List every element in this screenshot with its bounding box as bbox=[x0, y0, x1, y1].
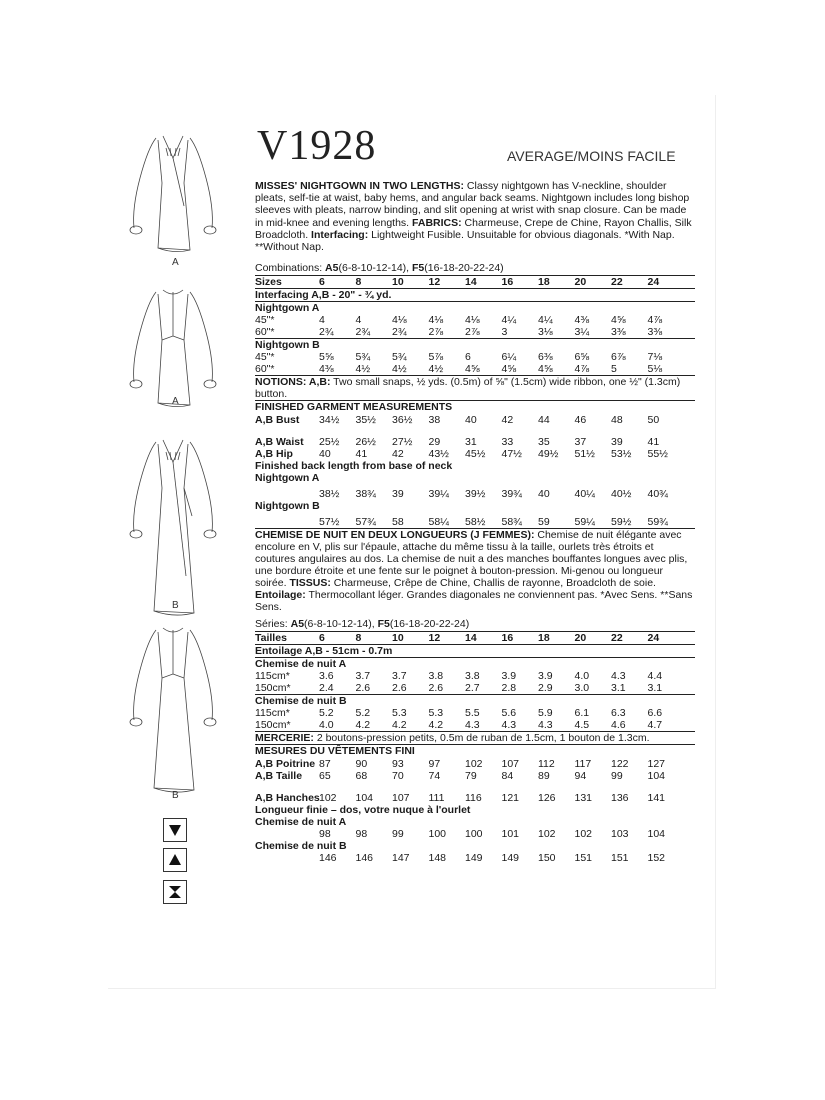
interfacing-row: Interfacing A,B - 20" - ¾ yd. bbox=[255, 289, 392, 301]
combinations-line: Combinations: A5(6-8-10-12-14), F5(16-18-20-22-24) bbox=[255, 262, 504, 274]
french-description: CHEMISE DE NUIT EN DEUX LONGUEURS (J FEMMES): Chemise de nuit élégante avec encolure en V, plis sur l'épaule, attache du même tissu à la taille, ourlets très étroits et coutures angulaires au dos. La chemise de nuit a des manches bouffantes longues avec plis, une bordure étroite et une fente sur le poignet à bouton-pression. Mi-genou ou longueur soirée. TISSUS: Charmeuse, Crêpe de Chine, Challis de rayonne, Broadcloth de soie. Entoilage: Thermocollant léger. Grandes diagonales ne conviennent pas. *Avec Sens. **Sans Sens. bbox=[255, 529, 693, 613]
chemise-b-label: Chemise de nuit B bbox=[255, 695, 347, 707]
finished-measurements-title: FINISHED GARMENT MEASUREMENTS bbox=[255, 401, 453, 413]
notions: NOTIONS: A,B: Two small snaps, ½ yds. (0.5m) of ⅝" (1.5cm) wide ribbon, one ½" (1.3cm) button. bbox=[255, 376, 681, 400]
table-row: A,B Taille 65 68 70 74 79 84 89 94 99 104 bbox=[255, 770, 666, 782]
nightgown-b-label: Nightgown B bbox=[255, 339, 320, 351]
figure-label: A bbox=[172, 396, 179, 407]
description-text: Classy nightgown has V-neckline, shoulder pleats, self-tie at waist, baby hems, and angular back seams. Nightgown includes long bishop sleeves with pleats, narrow binding, and slit opening at wrist with snap closure. Can be made in mid-knee and evening lengths. bbox=[255, 180, 690, 229]
series-line: Séries: A5(6-8-10-12-14), F5(16-18-20-22-24) bbox=[255, 618, 470, 630]
table-row: 38½ 38¾ 39 39¼ 39½ 39¾ 40 40¼ 40½ 40¾ bbox=[319, 488, 668, 500]
table-row: 45"* 5⅝ 5¾ 5¾ 5⅞ 6 6¼ 6⅜ 6⅝ 6⅞ 7⅛ bbox=[255, 351, 663, 363]
hourglass-icon bbox=[163, 880, 187, 904]
pattern-number: V1928 bbox=[257, 123, 377, 169]
table-row: 150cm* 2.4 2.6 2.6 2.6 2.7 2.8 2.9 3.0 3.1 3.1 bbox=[255, 682, 663, 694]
mesures-title: MESURES DU VÊTEMENTS FINI bbox=[255, 745, 415, 757]
longueur-label: Longueur finie – dos, votre nuque à l'ourlet bbox=[255, 804, 471, 816]
table-row: 150cm* 4.0 4.2 4.2 4.2 4.3 4.3 4.3 4.5 4.6 4.7 bbox=[255, 719, 663, 731]
mercerie: MERCERIE: 2 boutons-pression petits, 0.5m de ruban de 1.5cm, 1 bouton de 1.3cm. bbox=[255, 732, 650, 744]
figure-label: B bbox=[172, 790, 179, 801]
fashion-sketches bbox=[118, 118, 228, 818]
chemise-a-length-label: Chemise de nuit A bbox=[255, 816, 347, 828]
french-yardage-table bbox=[255, 618, 695, 864]
table-row: 60"* 4⅜ 4½ 4½ 4½ 4⅝ 4⅝ 4⅝ 4⅞ 5 5⅛ bbox=[255, 363, 663, 375]
table-row: 57½ 57¾ 58 58¼ 58½ 58¾ 59 59¼ 59½ 59¾ bbox=[319, 516, 668, 528]
table-row: 45"* 4 4 4⅛ 4⅛ 4⅛ 4¼ 4¼ 4⅜ 4⅝ 4⅞ bbox=[255, 314, 663, 326]
table-row: A,B Hip 40 41 42 43½ 45½ 47½ 49½ 51½ 53½ 55½ bbox=[255, 448, 668, 460]
figure-b-front-sketch bbox=[130, 440, 216, 615]
table-row: 115cm* 3.6 3.7 3.7 3.8 3.8 3.9 3.9 4.0 4.3 4.4 bbox=[255, 670, 663, 682]
table-row: 146 146 147 148 149 149 150 151 151 152 bbox=[319, 852, 666, 864]
english-yardage-table bbox=[255, 262, 695, 613]
sizes-header: Sizes 6 8 10 12 14 16 18 20 22 24 bbox=[255, 276, 660, 288]
table-row: A,B Waist 25½ 26½ 27½ 29 31 33 35 37 39 41 bbox=[255, 436, 660, 448]
tailles-header: Tailles 6 8 10 12 14 16 18 20 22 24 bbox=[255, 632, 660, 644]
interfacing-label: Interfacing: bbox=[311, 228, 369, 241]
table-row: A,B Hanches 102 104 107 111 116 121 126 131 136 141 bbox=[255, 792, 666, 804]
figure-b-back-sketch bbox=[130, 628, 216, 792]
difficulty-label: AVERAGE/MOINS FACILE bbox=[507, 148, 676, 164]
interfacing-text: Lightweight Fusible. Unsuitable for obvious diagonals. *With Nap. **Without Nap. bbox=[255, 228, 675, 254]
table-row: 60"* 2¾ 2¾ 2¾ 2⅞ 2⅞ 3 3⅛ 3¼ 3⅜ 3⅜ bbox=[255, 326, 663, 338]
figure-label: A bbox=[172, 257, 179, 268]
table-row: 115cm* 5.2 5.2 5.3 5.3 5.5 5.6 5.9 6.1 6.3 6.6 bbox=[255, 707, 663, 719]
back-length-label: Finished back length from base of neck bbox=[255, 460, 453, 472]
triangle-down-icon bbox=[163, 818, 187, 842]
length-b-label: Nightgown B bbox=[255, 500, 320, 512]
chemise-b-length-label: Chemise de nuit B bbox=[255, 840, 347, 852]
figure-a-front-sketch bbox=[130, 136, 216, 252]
triangle-up-icon bbox=[163, 848, 187, 872]
length-a-label: Nightgown A bbox=[255, 472, 320, 484]
figure-a-back-sketch bbox=[130, 290, 216, 407]
description-title: MISSES' NIGHTGOWN IN TWO LENGTHS: bbox=[255, 180, 464, 192]
table-row: A,B Poitrine 87 90 93 97 102 107 112 117 122 127 bbox=[255, 758, 666, 770]
entoilage-row: Entoilage A,B - 51cm - 0.7m bbox=[255, 645, 393, 657]
fabrics-text: Charmeuse, Crepe de Chine, Rayon Challis, Silk Broadcloth. bbox=[255, 216, 692, 241]
table-row: 98 98 99 100 100 101 102 102 103 104 bbox=[319, 828, 666, 840]
figure-label: B bbox=[172, 600, 179, 611]
chemise-a-label: Chemise de nuit A bbox=[255, 658, 347, 670]
nightgown-a-label: Nightgown A bbox=[255, 302, 320, 314]
english-description bbox=[255, 180, 695, 253]
table-row: A,B Bust 34½ 35½ 36½ 38 40 42 44 46 48 50 bbox=[255, 414, 660, 426]
fabrics-label: FABRICS: bbox=[412, 216, 462, 229]
